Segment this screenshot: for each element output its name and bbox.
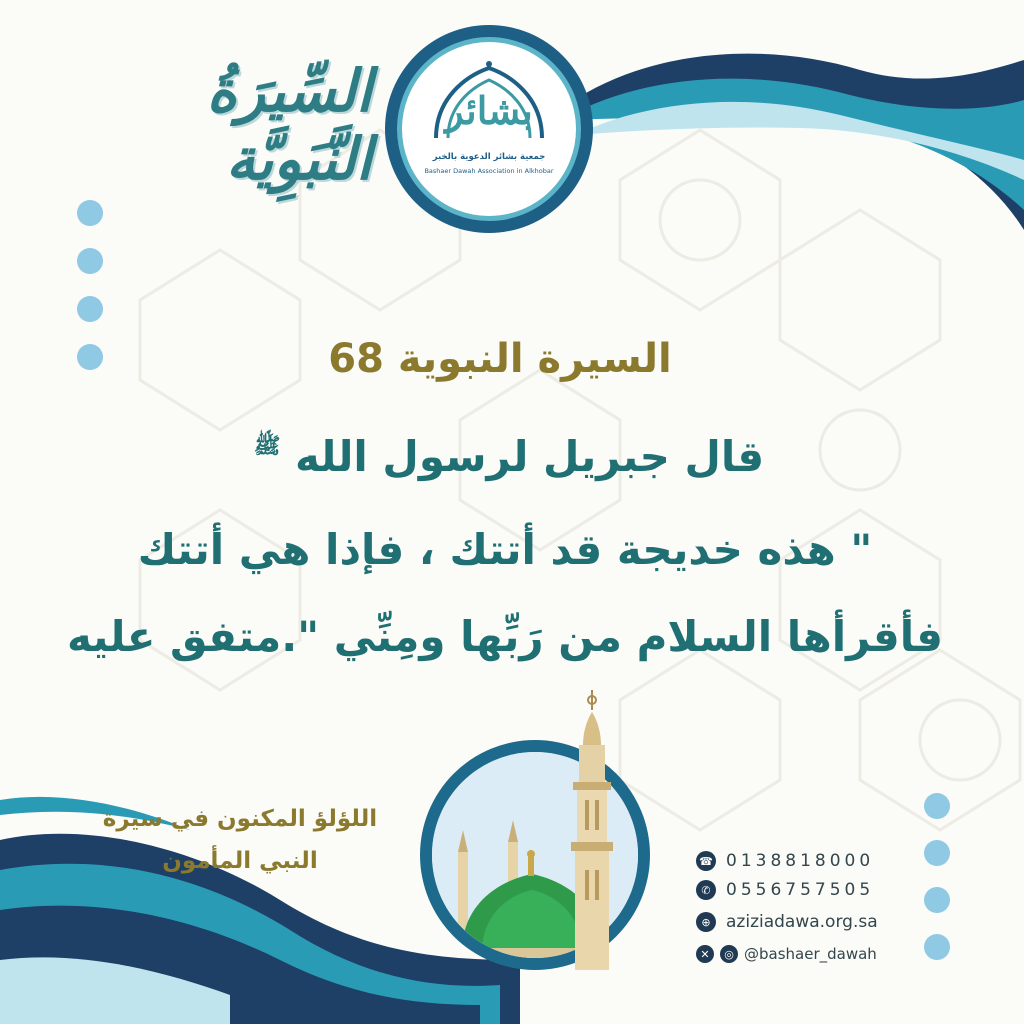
logo-name: بشائر [445, 88, 533, 133]
contact-whatsapp[interactable] [696, 880, 996, 900]
book-title-line-1: اللؤلؤ المكنون في سيرة [102, 806, 378, 832]
contact-website[interactable] [696, 912, 996, 932]
dot [77, 200, 103, 226]
minaret-illustration [545, 690, 640, 970]
logo-subtitle-en: Bashaer Dawah Association in Alkhobar [424, 167, 554, 175]
dot [77, 248, 103, 274]
dot [924, 793, 950, 819]
hadith-line-1-text: قال جبريل لرسول الله [295, 432, 765, 481]
dot [77, 296, 103, 322]
phone-number: 0138818000 [726, 851, 875, 871]
contact-phone[interactable] [696, 851, 996, 871]
hadith-line-1 [0, 432, 1010, 481]
social-handle: @bashaer_dawah [744, 945, 877, 963]
phone-icon: ☎ [696, 851, 716, 871]
episode-heading: السيرة النبوية 68 [328, 336, 672, 382]
honorific-symbol: ﷺ [253, 434, 281, 459]
whatsapp-number: 0556757505 [726, 880, 875, 900]
whatsapp-icon: ✆ [696, 880, 716, 900]
hadith-line-2: " هذه خديجة قد أتتك ، فإذا هي أتتك [137, 525, 873, 574]
hadith-line-3: فأقرأها السلام من رَبِّها ومِنِّي ".متفق عليه [66, 612, 943, 661]
globe-icon: ⊕ [696, 912, 716, 932]
website-url: aziziadawa.org.sa [726, 912, 878, 932]
logo-subtitle-ar: جمعية بشائر الدعوية بالخبر [432, 152, 546, 162]
book-title-line-2: النبي المأمون [162, 848, 318, 874]
instagram-icon: ◎ [720, 945, 738, 963]
x-icon: ✕ [696, 945, 714, 963]
contact-social[interactable] [696, 945, 996, 963]
book-title [100, 798, 380, 882]
calligraphy-title: السِّيرَةُ النَّبَوِيَّة [206, 57, 372, 193]
